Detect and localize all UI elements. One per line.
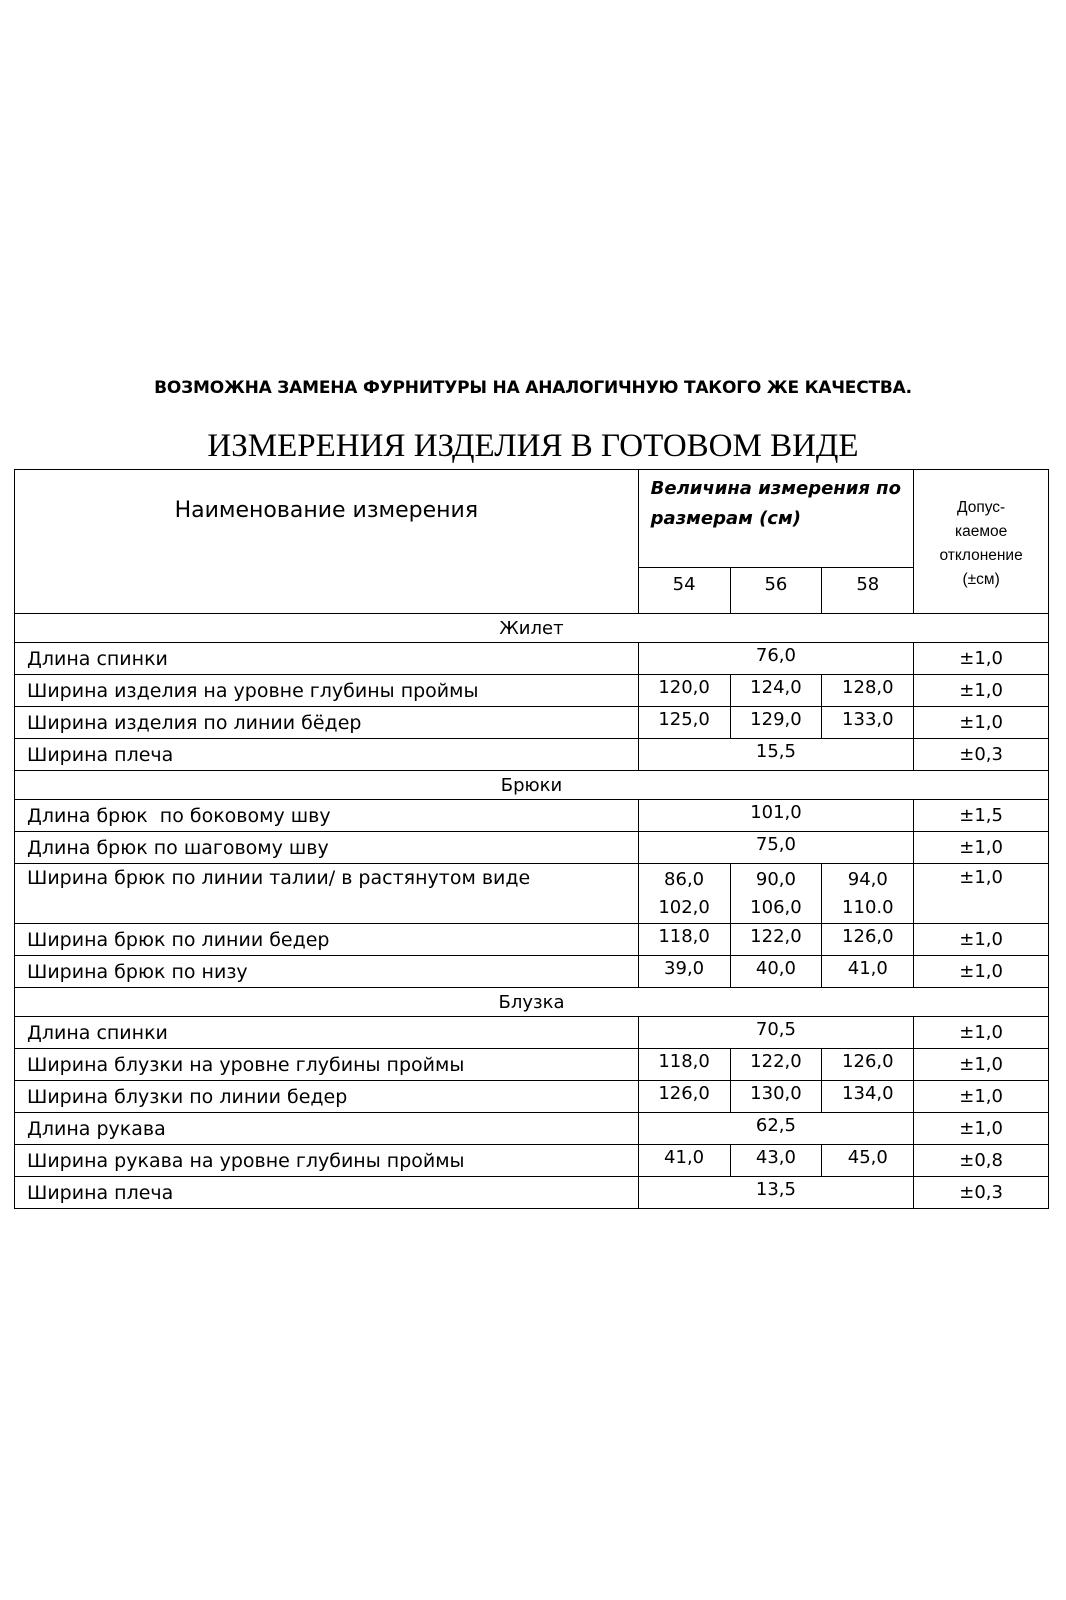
section-title: Блузка — [15, 988, 1049, 1017]
measure-value-58-a: 94,0 — [847, 869, 888, 890]
measure-name: Длина спинки — [15, 1017, 639, 1049]
measure-value-56-b: 106,0 — [750, 897, 802, 918]
header-row — [15, 470, 1049, 568]
measure-name: Ширина плеча — [15, 739, 639, 771]
measure-tolerance: ±0,3 — [914, 1177, 1049, 1209]
header-measure-name: Наименование измерения — [15, 470, 639, 614]
header-tol-line3: отклонение — [939, 546, 1023, 564]
measure-tolerance: ±1,0 — [914, 832, 1049, 864]
header-measure-value — [638, 470, 914, 568]
measure-value-56: 122,0 — [730, 1049, 822, 1081]
measure-value-56 — [730, 864, 822, 924]
measure-value: 75,0 — [638, 832, 914, 864]
measure-value-54-b: 102,0 — [658, 897, 710, 918]
section-title: Жилет — [15, 614, 1049, 643]
measure-value-58: 134,0 — [822, 1081, 914, 1113]
size-54: 54 — [638, 568, 730, 614]
measure-value: 70,5 — [638, 1017, 914, 1049]
measure-value-54 — [638, 864, 730, 924]
table-row — [15, 1049, 1049, 1081]
measure-tolerance: ±0,8 — [914, 1145, 1049, 1177]
measure-value-54: 41,0 — [638, 1145, 730, 1177]
header-tol-line2: каемое — [954, 522, 1008, 540]
measure-value-58-b: 110.0 — [842, 897, 894, 918]
measure-value: 15,5 — [638, 739, 914, 771]
document-title: ИЗМЕРЕНИЯ ИЗДЕЛИЯ В ГОТОВОМ ВИДЕ — [207, 428, 859, 464]
table-row — [15, 643, 1049, 675]
section-title: Брюки — [15, 771, 1049, 800]
measure-tolerance: ±1,0 — [914, 707, 1049, 739]
measure-tolerance: ±1,0 — [914, 1049, 1049, 1081]
measure-value-54-a: 86,0 — [664, 869, 705, 890]
measure-value-56: 124,0 — [730, 675, 822, 707]
header-tol-line4: (±см) — [962, 570, 1000, 588]
measure-name: Длина брюк по боковому шву — [15, 800, 639, 832]
measure-name: Ширина изделия по линии бёдер — [15, 707, 639, 739]
measure-value-58: 126,0 — [822, 924, 914, 956]
table-row — [15, 832, 1049, 864]
measure-tolerance: ±1,0 — [914, 1017, 1049, 1049]
table-row — [15, 707, 1049, 739]
measure-tolerance: ±1,0 — [914, 643, 1049, 675]
table-row — [15, 800, 1049, 832]
size-56: 56 — [730, 568, 822, 614]
measure-tolerance: ±1,5 — [914, 800, 1049, 832]
measure-value-56: 43,0 — [730, 1145, 822, 1177]
measure-value-56: 129,0 — [730, 707, 822, 739]
table-row — [15, 675, 1049, 707]
measure-name: Ширина плеча — [15, 1177, 639, 1209]
table-row — [15, 956, 1049, 988]
measure-value-56: 130,0 — [730, 1081, 822, 1113]
measure-tolerance: ±1,0 — [914, 924, 1049, 956]
measure-value-54: 120,0 — [638, 675, 730, 707]
measure-value: 62,5 — [638, 1113, 914, 1145]
measure-value-56: 40,0 — [730, 956, 822, 988]
measure-value-58: 133,0 — [822, 707, 914, 739]
header-tol-line1: Допус- — [957, 498, 1006, 516]
measure-tolerance: ±0,3 — [914, 739, 1049, 771]
measure-name: Ширина изделия на уровне глубины проймы — [15, 675, 639, 707]
table-row — [15, 1017, 1049, 1049]
measure-value-58: 45,0 — [822, 1145, 914, 1177]
section-row-vest — [15, 614, 1049, 643]
table-row — [15, 1177, 1049, 1209]
table-row — [15, 924, 1049, 956]
measure-value-56: 122,0 — [730, 924, 822, 956]
measure-value: 76,0 — [638, 643, 914, 675]
header-value-line2: размерам (см) — [650, 508, 801, 529]
measure-value-58: 126,0 — [822, 1049, 914, 1081]
measure-tolerance: ±1,0 — [914, 956, 1049, 988]
measure-tolerance: ±1,0 — [914, 1081, 1049, 1113]
measure-value-58: 128,0 — [822, 675, 914, 707]
measure-value-54: 126,0 — [638, 1081, 730, 1113]
measurements-table — [14, 469, 1049, 1209]
section-row-trousers — [15, 771, 1049, 800]
size-58: 58 — [822, 568, 914, 614]
header-value-line1: Величина измерения по — [650, 478, 901, 499]
measure-name: Ширина рукава на уровне глубины проймы — [15, 1145, 639, 1177]
measure-name: Ширина брюк по линии талии/ в растянутом виде — [15, 864, 639, 924]
measure-tolerance: ±1,0 — [914, 864, 1049, 924]
measure-value: 13,5 — [638, 1177, 914, 1209]
table-row — [15, 1145, 1049, 1177]
measure-name: Ширина брюк по линии бедер — [15, 924, 639, 956]
measure-name: Ширина брюк по низу — [15, 956, 639, 988]
measure-name: Ширина блузки по линии бедер — [15, 1081, 639, 1113]
measure-value-56-a: 90,0 — [755, 869, 796, 890]
header-tolerance — [914, 470, 1049, 614]
table-row — [15, 739, 1049, 771]
table-row — [15, 1081, 1049, 1113]
measure-value-54: 118,0 — [638, 1049, 730, 1081]
measure-tolerance: ±1,0 — [914, 675, 1049, 707]
measure-value: 101,0 — [638, 800, 914, 832]
measure-name: Ширина блузки на уровне глубины проймы — [15, 1049, 639, 1081]
section-row-blouse — [15, 988, 1049, 1017]
measure-name: Длина рукава — [15, 1113, 639, 1145]
measure-value-54: 125,0 — [638, 707, 730, 739]
notice-text: ВОЗМОЖНА ЗАМЕНА ФУРНИТУРЫ НА АНАЛОГИЧНУЮ ТАКОГО ЖЕ КАЧЕСТВА. — [154, 378, 912, 398]
measure-value-58: 41,0 — [822, 956, 914, 988]
measure-value-54: 118,0 — [638, 924, 730, 956]
measure-value-54: 39,0 — [638, 956, 730, 988]
measure-name: Длина спинки — [15, 643, 639, 675]
measure-tolerance: ±1,0 — [914, 1113, 1049, 1145]
table-row — [15, 1113, 1049, 1145]
measure-name: Длина брюк по шаговому шву — [15, 832, 639, 864]
measure-value-58 — [822, 864, 914, 924]
table-row — [15, 864, 1049, 924]
